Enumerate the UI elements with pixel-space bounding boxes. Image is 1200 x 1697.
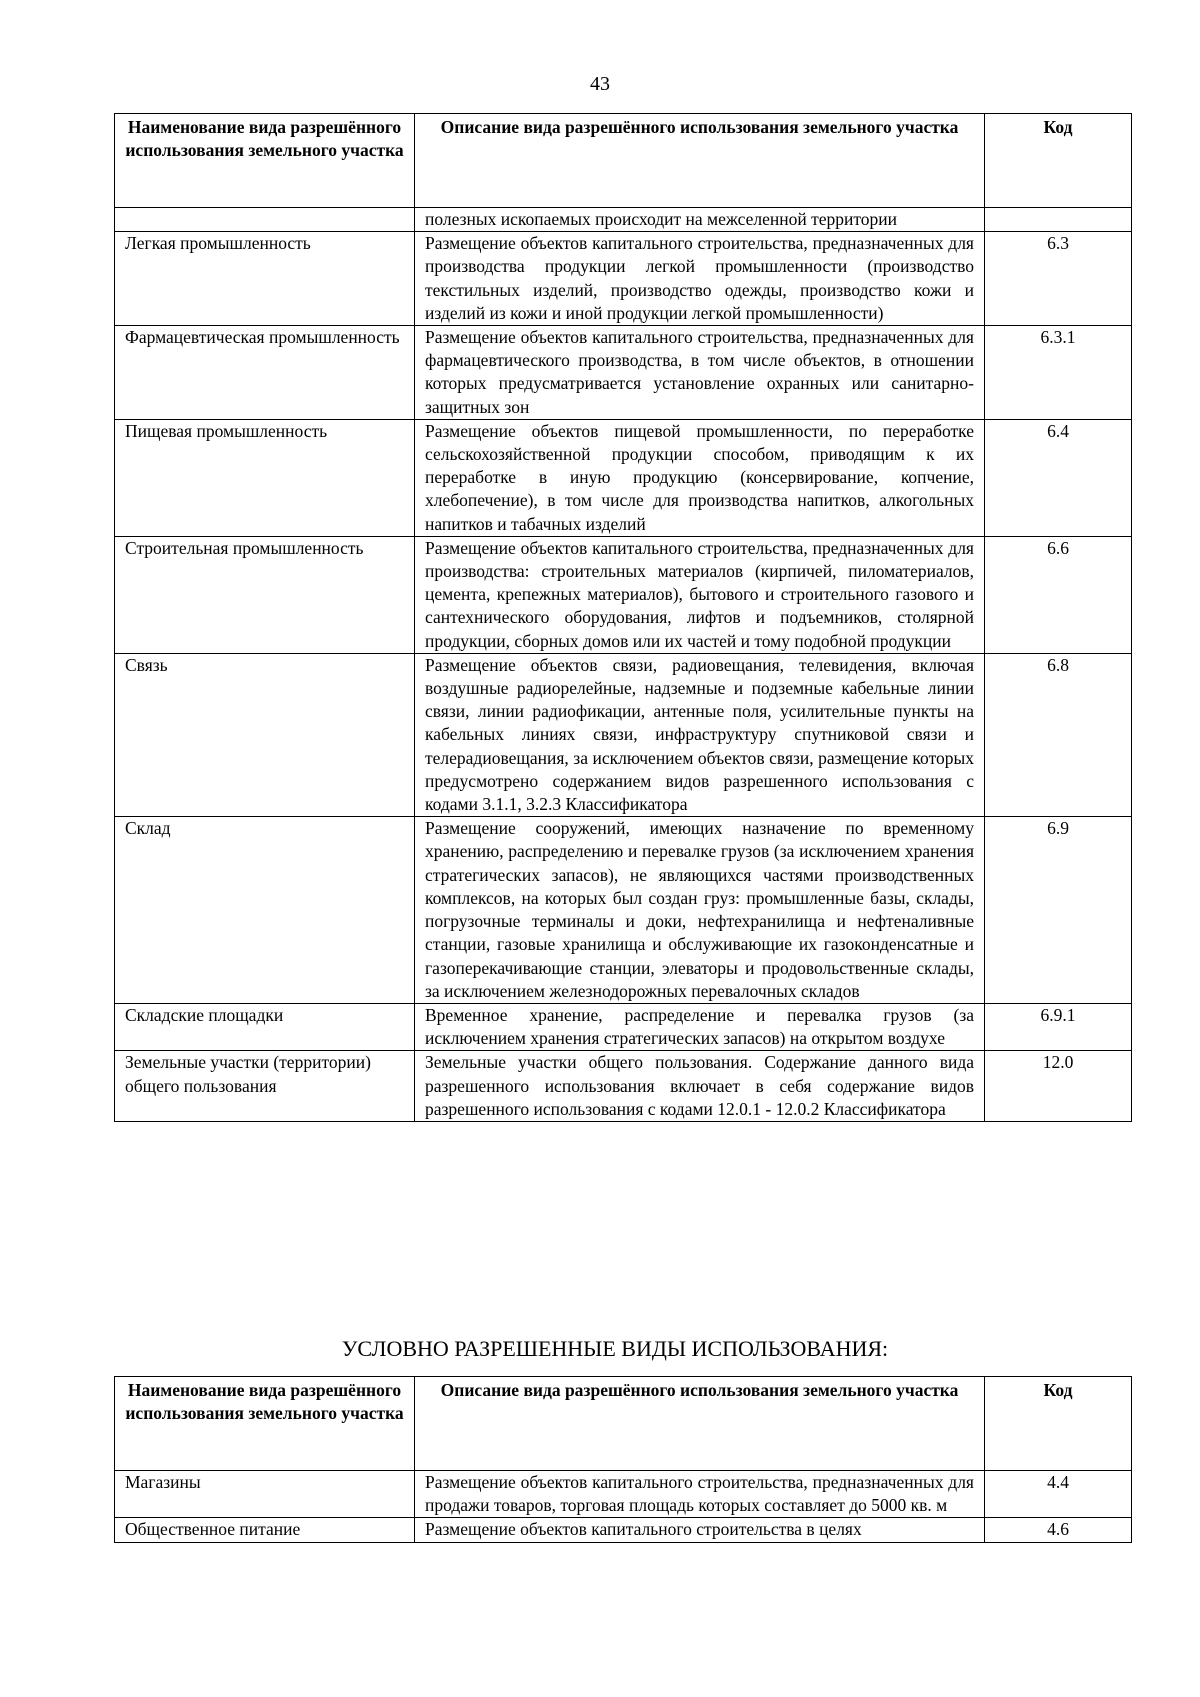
row-description: Размещение объектов капитального строительства, предназначенных для производства: строительных материалов (кирпичей, пиломатериалов, цемента, крепежных материалов), бытового и строительного газового и сантехнического оборудования, лифтов и подъемников, столярной продукции, сборных домов или их частей и тому подобной продукции [415,536,985,653]
table-row [115,653,1132,816]
row-code: 6.6 [985,536,1132,653]
table-row [115,817,1132,1004]
row-description: Земельные участки общего пользования. Содержание данного вида разрешенного использования включает в себя содержание видов разрешенного использования с кодами 12.0.1 - 12.0.2 Классификатора [415,1051,985,1122]
row-description: Временное хранение, распределение и перевалка грузов (за исключением хранения стратегических запасов) на открытом воздухе [415,1003,985,1050]
row-description: полезных ископаемых происходит на межселенной территории [415,208,985,232]
row-code: 6.3 [985,232,1132,326]
row-code: 6.4 [985,419,1132,536]
row-name: Общественное питание [115,1518,415,1542]
row-name: Легкая промышленность [115,232,415,326]
row-description: Размещение объектов капитального строительства, предназначенных для производства продукции легкой промышленности (производство текстильных изделий, производство одежды, производство кожи и изделий из кожи и иной продукции легкой промышленности) [415,232,985,326]
table-row [115,1471,1132,1518]
row-name: Магазины [115,1471,415,1518]
row-code: 6.3.1 [985,326,1132,420]
table-row [115,1051,1132,1122]
row-name [115,208,415,232]
table-row [115,419,1132,536]
section-title: УСЛОВНО РАЗРЕШЕННЫЕ ВИДЫ ИСПОЛЬЗОВАНИЯ: [341,1336,889,1361]
row-name: Пищевая промышленность [115,419,415,536]
table-header-row [115,1377,1132,1471]
conditional-uses-table [114,1376,1132,1543]
row-code: 12.0 [985,1051,1132,1122]
row-code: 6.9 [985,817,1132,1004]
row-code: 4.6 [985,1518,1132,1542]
row-description: Размещение объектов капитального строительства в целях [415,1518,985,1542]
row-description: Размещение объектов пищевой промышленности, по переработке сельскохозяйственной продукции способом, приводящим к их переработке в иную продукцию (консервирование, копчение, хлебопечение), в том числе для производства напитков, алкогольных напитков и табачных изделий [415,419,985,536]
table-row [115,208,1132,232]
row-description: Размещение объектов капитального строительства, предназначенных для фармацевтического производства, в том числе объектов, в отношении которых предусматривается установление охранных или санитарно-защитных зон [415,326,985,420]
row-name: Связь [115,653,415,816]
header-description: Описание вида разрешённого использования земельного участка [415,114,985,208]
row-description: Размещение сооружений, имеющих назначение по временному хранению, распределению и перевалке грузов (за исключением хранения стратегических запасов), не являющихся частями производственных комплексов, на которых был создан груз: промышленные базы, склады, погрузочные терминалы и доки, нефтехранилища и нефтеналивные станции, газовые хранилища и обслуживающие их газоконденсатные и газоперекачивающие станции, элеваторы и продовольственные склады, за исключением железнодорожных перевалочных складов [415,817,985,1004]
page-number: 43 [590,73,610,95]
row-code: 6.9.1 [985,1003,1132,1050]
header-code: Код [985,114,1132,208]
row-name: Складские площадки [115,1003,415,1050]
row-name: Земельные участки (территории) общего пользования [115,1051,415,1122]
row-description: Размещение объектов капитального строительства, предназначенных для продажи товаров, торговая площадь которых составляет до 5000 кв. м [415,1471,985,1518]
row-name: Строительная промышленность [115,536,415,653]
permitted-uses-table [114,113,1132,1122]
header-name: Наименование вида разрешённого использования земельного участка [115,1377,415,1471]
table-row [115,1003,1132,1050]
table-row [115,326,1132,420]
row-code: 6.8 [985,653,1132,816]
header-code: Код [985,1377,1132,1471]
table-header-row [115,114,1132,208]
table-row [115,232,1132,326]
row-name: Склад [115,817,415,1004]
row-description: Размещение объектов связи, радиовещания, телевидения, включая воздушные радиорелейные, надземные и подземные кабельные линии связи, линии радиофикации, антенные поля, усилительные пункты на кабельных линиях связи, инфраструктуру спутниковой связи и телерадиовещания, за исключением объектов связи, размещение которых предусмотрено содержанием видов разрешенного использования с кодами 3.1.1, 3.2.3 Классификатора [415,653,985,816]
table-row [115,1518,1132,1542]
header-name: Наименование вида разрешённого использования земельного участка [115,114,415,208]
table-row [115,536,1132,653]
row-code: 4.4 [985,1471,1132,1518]
row-name: Фармацевтическая промышленность [115,326,415,420]
header-description: Описание вида разрешённого использования земельного участка [415,1377,985,1471]
row-code [985,208,1132,232]
